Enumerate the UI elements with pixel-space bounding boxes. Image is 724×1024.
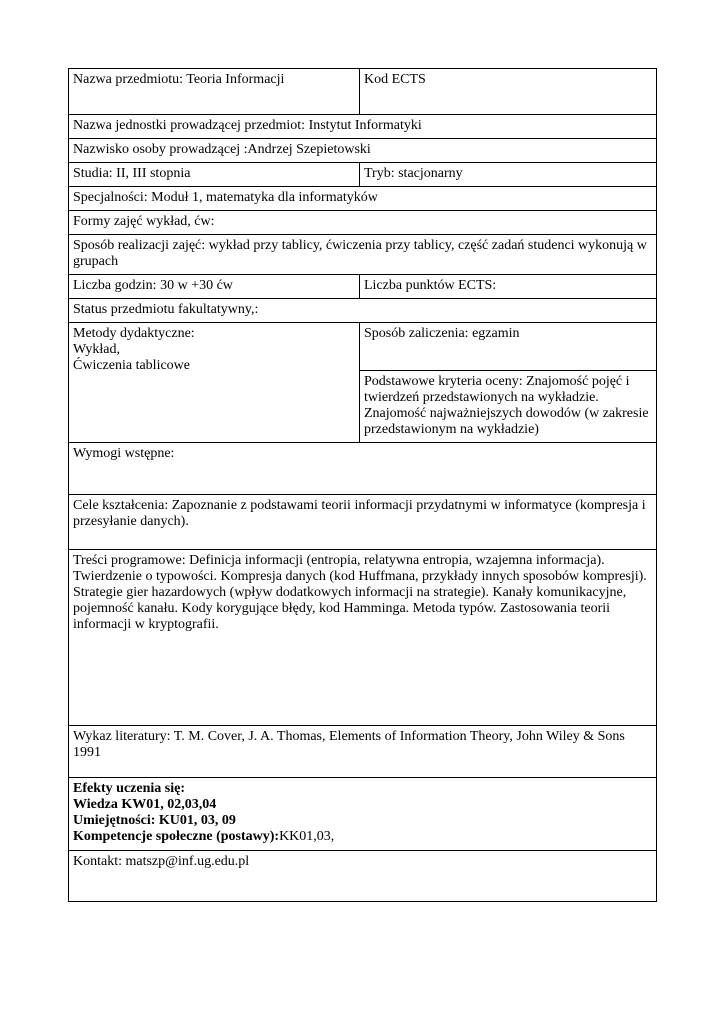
outcomes-knowledge: Wiedza KW01, 02,03,04 <box>73 797 217 812</box>
row-content <box>69 550 657 726</box>
outcomes-skills: Umiejętności: KU01, 03, 09 <box>73 813 236 828</box>
course-syllabus-table <box>68 68 657 902</box>
ects-code-cell: Kod ECTS <box>360 69 657 115</box>
row-specialties <box>69 187 657 211</box>
row-methods <box>69 323 657 371</box>
outcomes-cell <box>69 778 657 851</box>
mode-cell: Tryb: stacjonarny <box>360 163 657 187</box>
row-status <box>69 299 657 323</box>
outcomes-title: Efekty uczenia się: <box>73 781 185 796</box>
row-hours <box>69 275 657 299</box>
row-unit <box>69 115 657 139</box>
row-instructor <box>69 139 657 163</box>
instructor-cell: Nazwisko osoby prowadzącej :Andrzej Szepietowski <box>69 139 657 163</box>
outcomes-competence <box>73 829 652 845</box>
methods-item-exercises: Ćwiczenia tablicowe <box>73 358 191 373</box>
goals-cell: Cele kształcenia: Zapoznanie z podstawami teorii informacji przydatnymi w informatyce (kompresja i przesyłanie danych). <box>69 495 657 550</box>
row-subject <box>69 69 657 115</box>
class-forms-cell: Formy zajęć wykład, ćw: <box>69 211 657 235</box>
row-contact <box>69 851 657 902</box>
row-literature <box>69 726 657 778</box>
assessment-cell: Sposób zaliczenia: egzamin <box>360 323 657 371</box>
content-cell: Treści programowe: Definicja informacji (entropia, relatywna entropia, wzajemna informacja). Twierdzenie o typowości. Kompresja danych (kod Huffmana, przykłady innych sposobów kompresji). Strategie gier hazardowych (wpływ dodatkowych informacji na strategie). Kanały komunikacyjne, pojemność kanału. Kody korygujące błędy, kod Hamminga. Metoda typów. Zastosowania teorii informacji w kryptografii. <box>69 550 657 726</box>
row-prerequisites <box>69 443 657 495</box>
specialties-cell: Specjalności: Moduł 1, matematyka dla informatyków <box>69 187 657 211</box>
methods-cell <box>69 323 360 443</box>
row-goals <box>69 495 657 550</box>
status-cell: Status przedmiotu fakultatywny,: <box>69 299 657 323</box>
realization-cell: Sposób realizacji zajęć: wykład przy tablicy, ćwiczenia przy tablicy, część zadań studenci wykonują w grupach <box>69 235 657 275</box>
prerequisites-cell: Wymogi wstępne: <box>69 443 657 495</box>
hours-cell: Liczba godzin: 30 w +30 ćw <box>69 275 360 299</box>
row-class-forms <box>69 211 657 235</box>
contact-cell: Kontakt: matszp@inf.ug.edu.pl <box>69 851 657 902</box>
ects-points-cell: Liczba punktów ECTS: <box>360 275 657 299</box>
outcomes-competence-label: Kompetencje społeczne (postawy): <box>73 829 280 844</box>
literature-cell: Wykaz literatury: T. M. Cover, J. A. Thomas, Elements of Information Theory, John Wiley & Sons 1991 <box>69 726 657 778</box>
studies-cell: Studia: II, III stopnia <box>69 163 360 187</box>
row-studies <box>69 163 657 187</box>
outcomes-competence-value: KK01,03, <box>279 829 335 844</box>
subject-name-cell: Nazwa przedmiotu: Teoria Informacji <box>69 69 360 115</box>
criteria-cell: Podstawowe kryteria oceny: Znajomość pojęć i twierdzeń przedstawionych na wykładzie. Znajomość najważniejszych dowodów (w zakresie przedstawionym na wykładzie) <box>360 371 657 443</box>
unit-name-cell: Nazwa jednostki prowadzącej przedmiot: Instytut Informatyki <box>69 115 657 139</box>
methods-title: Metody dydaktyczne: <box>73 326 195 341</box>
row-outcomes <box>69 778 657 851</box>
methods-item-lecture: Wykład, <box>73 342 120 357</box>
row-realization <box>69 235 657 275</box>
